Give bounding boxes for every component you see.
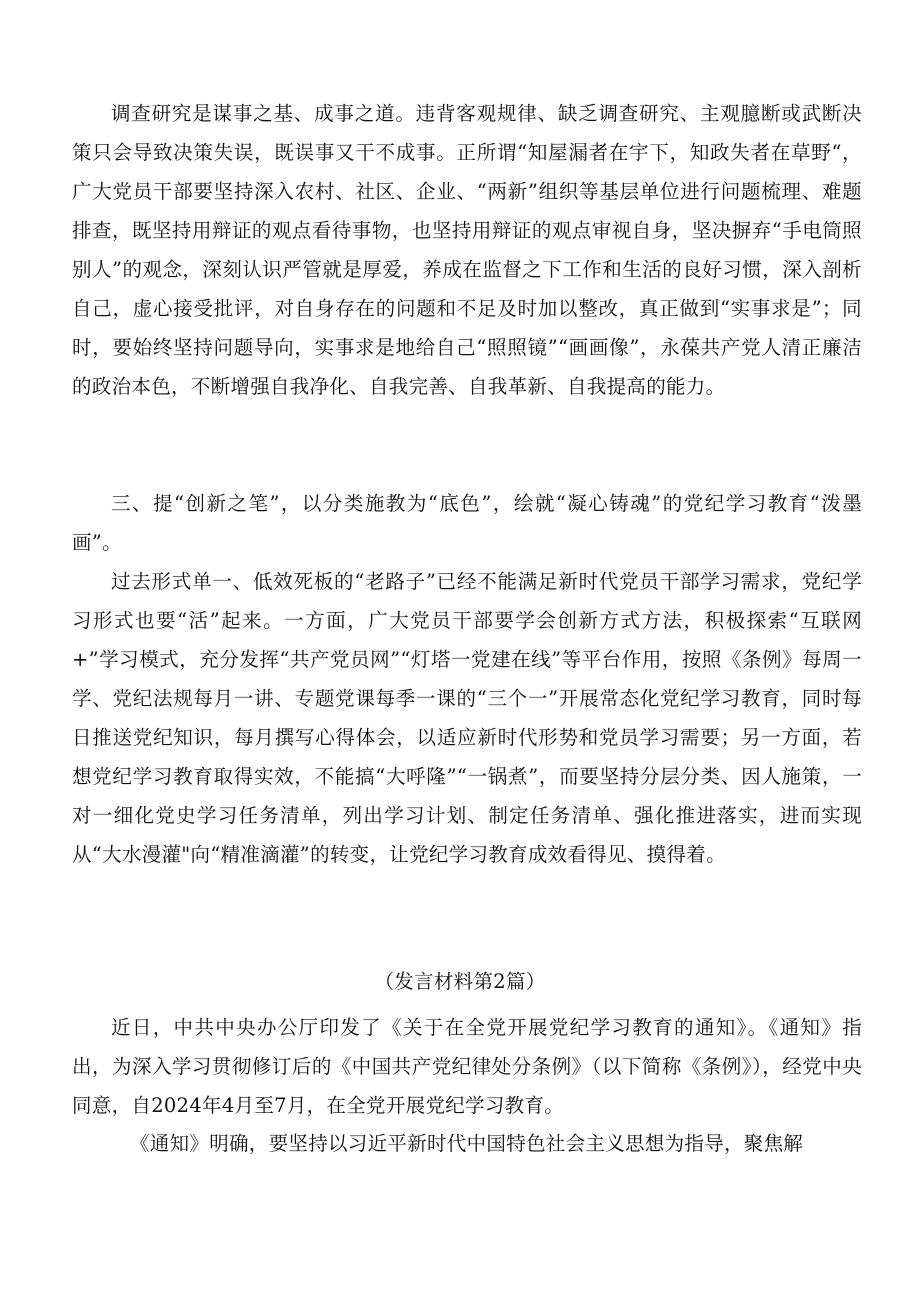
paragraph-investigation: 调查研究是谋事之基、成事之道。违背客观规律、缺乏调查研究、主观臆断或武断决策只会导致决策失误，既误事又干不成事。正所谓“知屋漏者在宇下，知政失者在草野“，广大党员干部要坚持深入农村、社区、企业、“两新”组织等基层单位进行问题梳理、难题排查，既坚持用辩证的观点看待事物，也坚持用辩证的观点审视自身，坚决摒弃“手电筒照别人”的观念，深刻认识严管就是厚爱，养成在监督之下工作和生活的良好习惯，深入剖析自己，虚心接受批评，对自身存在的问题和不足及时加以整改，真正做到“实事求是”；同时，要始终坚持问题导向，实事求是地给自己“照照镜”“画画像”，永葆共产党人清正廉洁的政治本色，不断增强自我净化、自我完善、自我革新、自我提高的能力。: [72, 102, 862, 398]
section-heading-three: 三、提“创新之笔”，以分类施教为“底色”，绘就“凝心铸魂”的党纪学习教育“泼墨画”。: [72, 492, 862, 554]
paragraph-innovation: 过去形式单一、低效死板的“老路子”已经不能满足新时代党员干部学习需求，党纪学习形式也要“活”起来。一方面，广大党员干部要学会创新方式方法，积极探索“互联网+”学习模式，充分发挥“共产党员网”“灯塔一党建在线”等平台作用，按照《条例》每周一学、党纪法规每月一讲、专题党课每季一课的“三个一”开展常态化党纪学习教育，同时每日推送党纪知识，每月撰写心得体会，以适应新时代形势和党员学习需要；另一方面，若想党纪学习教育取得实效，不能搞“大呼隆”“一锅煮”，而要坚持分层分类、因人施策，一对一细化党史学习任务清单，列出学习计划、制定任务清单、强化推进落实，进而实现从“大水漫灌"向“精准滴灌”的转变，让党纪学习教育成效看得见、摸得着。: [72, 570, 862, 866]
paragraph-notice: 近日，中共中央办公厅印发了《关于在全党开展党纪学习教育的通知》。《通知》指出，为深入学习贯彻修订后的《中国共产党纪律处分条例》（以下简称《条例》），经党中央同意，自2024年4月至7月，在全党开展党纪学习教育。: [72, 1016, 862, 1117]
section-title-speech-2: （发言材料第2篇）: [374, 970, 546, 993]
paragraph-notice-clarifies: 《通知》明确，要坚持以习近平新时代中国特色社会主义思想为指导，聚焦解: [130, 1132, 804, 1155]
